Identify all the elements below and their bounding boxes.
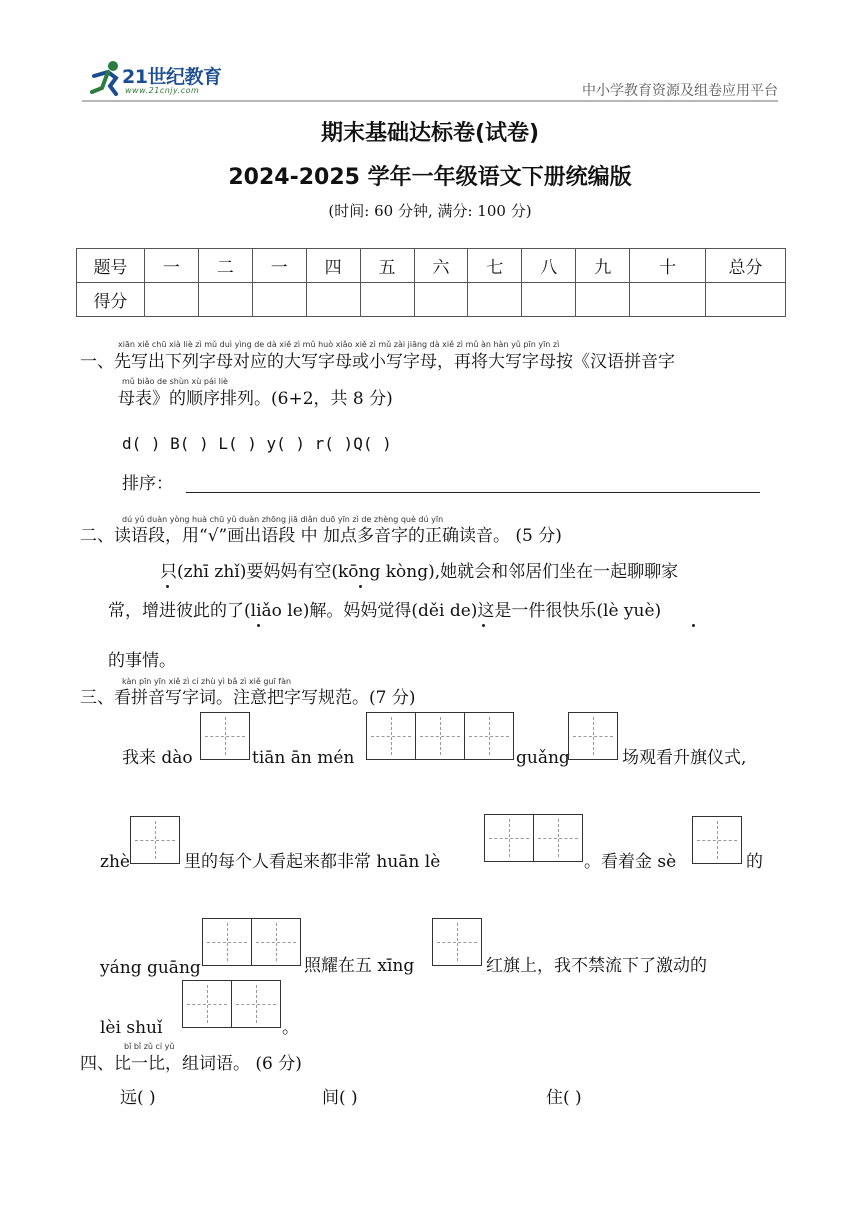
- tianzige-grid[interactable]: [692, 816, 742, 864]
- q3-pinyin: kàn pīn yīn xiě zì cí zhù yì bǎ zì xiě guī fàn: [122, 677, 292, 686]
- table-cell: 九: [576, 249, 630, 283]
- q3-text: 照耀在五 xīng: [304, 956, 415, 976]
- q4-pinyin: bǐ bǐ zǔ cí yǔ: [124, 1042, 175, 1051]
- runner-logo-icon: [86, 58, 126, 98]
- emphasis-dot: [359, 585, 362, 588]
- q2-paragraph-line1: 只(zhī zhǐ)要妈妈有空(kōng kòng),她就会和邻居们坐在一起聊聊家: [160, 562, 679, 582]
- emphasis-dot: [166, 585, 169, 588]
- score-entry[interactable]: [360, 283, 414, 317]
- q3-text: 里的每个人看起来都非常 huān lè: [184, 852, 441, 872]
- exam-title: 期末基础达标卷(试卷): [320, 121, 540, 146]
- q4-word-blank[interactable]: 远( ): [120, 1088, 156, 1108]
- table-cell: 六: [414, 249, 468, 283]
- q3-text: lèi shuǐ: [100, 1018, 163, 1038]
- table-cell: 题号: [77, 249, 145, 283]
- emphasis-dot: [692, 624, 695, 627]
- score-entry[interactable]: [198, 283, 252, 317]
- q3-text: tiān ān mén: [252, 748, 355, 768]
- q2-title: 二、读语段，用“√”画出语段 中 加点多音字的正确读音。 (5 分): [80, 526, 562, 546]
- q3-text: 。看着金 sè: [584, 852, 677, 872]
- tianzige-grid[interactable]: [366, 712, 514, 760]
- platform-name: 中小学教育资源及组卷应用平台: [582, 83, 778, 99]
- score-entry[interactable]: [706, 283, 786, 317]
- score-entry[interactable]: [414, 283, 468, 317]
- score-entry[interactable]: [252, 283, 306, 317]
- q1-order-answer-line[interactable]: [186, 492, 760, 493]
- q3-text: 红旗上，我不禁流下了激动的: [486, 956, 707, 976]
- header-divider: [82, 100, 778, 102]
- score-entry[interactable]: [522, 283, 576, 317]
- tianzige-grid[interactable]: [202, 918, 301, 966]
- q3-text: 场观看升旗仪式,: [622, 748, 747, 768]
- exam-time-score: (时间: 60 分钟, 满分: 100 分): [328, 202, 532, 220]
- logo-text: 21世纪教育: [122, 66, 222, 88]
- q4-word-blank[interactable]: 间( ): [322, 1088, 358, 1108]
- score-entry[interactable]: [468, 283, 522, 317]
- table-cell: 得分: [77, 283, 145, 317]
- tianzige-grid[interactable]: [182, 980, 281, 1028]
- logo-url: www.21cnjy.com: [125, 86, 200, 95]
- q3-text: 。: [282, 1018, 299, 1038]
- q2-paragraph-line3: 的事情。: [108, 651, 176, 671]
- emphasis-dot: [482, 624, 485, 627]
- table-cell: 五: [360, 249, 414, 283]
- table-cell: 八: [522, 249, 576, 283]
- table-cell: 总分: [706, 249, 786, 283]
- emphasis-dot: [257, 624, 260, 627]
- score-entry[interactable]: [576, 283, 630, 317]
- q1-pinyin-line1: xiān xiě chū xià liè zì mǔ duì yìng de dà xiě zì mǔ huò xiǎo xiě zì mǔ zài jiāng dà xiě zì mǔ àn hàn yǔ pīn yīn zì: [118, 340, 560, 349]
- tianzige-grid[interactable]: [130, 816, 180, 864]
- score-entry[interactable]: [630, 283, 706, 317]
- table-cell: 一: [252, 249, 306, 283]
- table-cell: 七: [468, 249, 522, 283]
- q3-text: yáng guāng: [100, 958, 201, 978]
- q1-title: 一、先写出下列字母对应的大写字母或小写字母，再将大写字母按《汉语拼音字: [80, 352, 675, 372]
- score-entry[interactable]: [144, 283, 198, 317]
- q4-title: 四、比一比，组词语。 (6 分): [80, 1054, 302, 1074]
- q3-text: guǎng: [516, 748, 570, 768]
- q2-pinyin: dú yǔ duàn yòng huà chū yǔ duàn zhōng jiā diǎn duō yīn zì de zhèng què dú yīn: [122, 515, 444, 524]
- q3-text: 我来 dào: [122, 748, 193, 768]
- tianzige-grid[interactable]: [200, 712, 250, 760]
- table-cell: 十: [630, 249, 706, 283]
- q2-paragraph-line2: 常，增进彼此的了(liǎo le)解。妈妈觉得(děi de)这是一件很快乐(lè yuè): [108, 601, 662, 621]
- score-table: [76, 248, 786, 317]
- exam-subtitle: 2024-2025 学年一年级语文下册统编版: [228, 165, 632, 190]
- q4-word-blank[interactable]: 住( ): [546, 1088, 582, 1108]
- table-cell: 一: [144, 249, 198, 283]
- table-row: [77, 249, 786, 283]
- q1-title-cont: 母表》的顺序排列。(6+2，共 8 分): [118, 389, 393, 409]
- q3-title: 三、看拼音写字词。注意把字写规范。(7 分): [80, 688, 416, 708]
- table-cell: 四: [306, 249, 360, 283]
- tianzige-grid[interactable]: [484, 814, 583, 862]
- score-entry[interactable]: [306, 283, 360, 317]
- q3-text: zhè: [100, 852, 130, 872]
- q3-text: 的: [746, 852, 763, 872]
- q1-letter-blanks[interactable]: d( ) B( ) L( ) y( ) r( )Q( ): [122, 434, 392, 453]
- table-row: [77, 283, 786, 317]
- q1-pinyin-line2: mǔ biǎo de shùn xù pái liè: [122, 377, 228, 386]
- q1-order-label: 排序：: [122, 474, 173, 494]
- table-cell: 二: [198, 249, 252, 283]
- tianzige-grid[interactable]: [432, 918, 482, 966]
- tianzige-grid[interactable]: [568, 712, 618, 760]
